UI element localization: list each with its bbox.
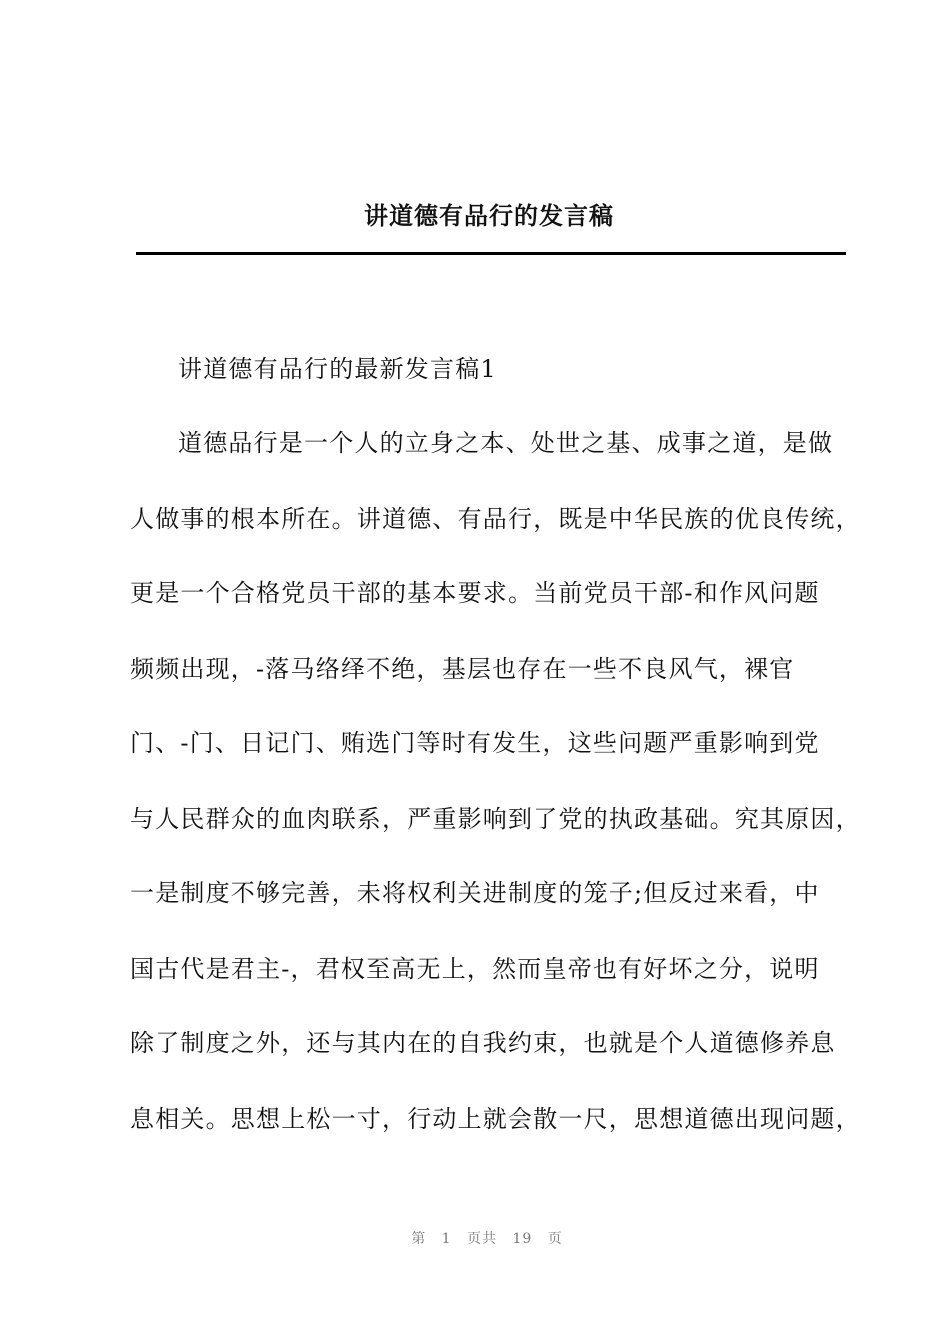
section-heading: 讲道德有品行的最新发言稿1 (178, 355, 497, 383)
paragraph-line: 除了制度之外，还与其内在的自我约束，也就是个人道德修养息 (130, 1029, 836, 1057)
paragraph-line: 与人民群众的血肉联系，严重影响到了党的执政基础。究其原因， (130, 805, 861, 833)
paragraph-line: 门、-门、日记门、贿选门等时有发生，这些问题严重影响到党 (130, 729, 820, 757)
page-number-footer: 第 1 页共 19 页 (411, 1231, 563, 1247)
paragraph-line: 更是一个合格党员干部的基本要求。当前党员干部-和作风问题 (130, 579, 820, 607)
paragraph-line: 人做事的根本所在。讲道德、有品行，既是中华民族的优良传统， (130, 505, 861, 533)
paragraph-line: 频频出现，-落马络绎不绝，基层也存在一些不良风气，裸官 (130, 655, 795, 683)
paragraph-line: 道德品行是一个人的立身之本、处世之基、成事之道，是做 (178, 429, 834, 457)
document-title: 讲道德有品行的发言稿 (364, 201, 614, 230)
paragraph-line: 国古代是君主-，君权至高无上，然而皇帝也有好坏之分，说明 (130, 955, 820, 983)
paragraph-line: 一是制度不够完善，未将权利关进制度的笼子;但反过来看，中 (130, 879, 820, 907)
paragraph-line: 息相关。思想上松一寸，行动上就会散一尺，思想道德出现问题， (130, 1105, 861, 1133)
title-underline (136, 252, 846, 255)
